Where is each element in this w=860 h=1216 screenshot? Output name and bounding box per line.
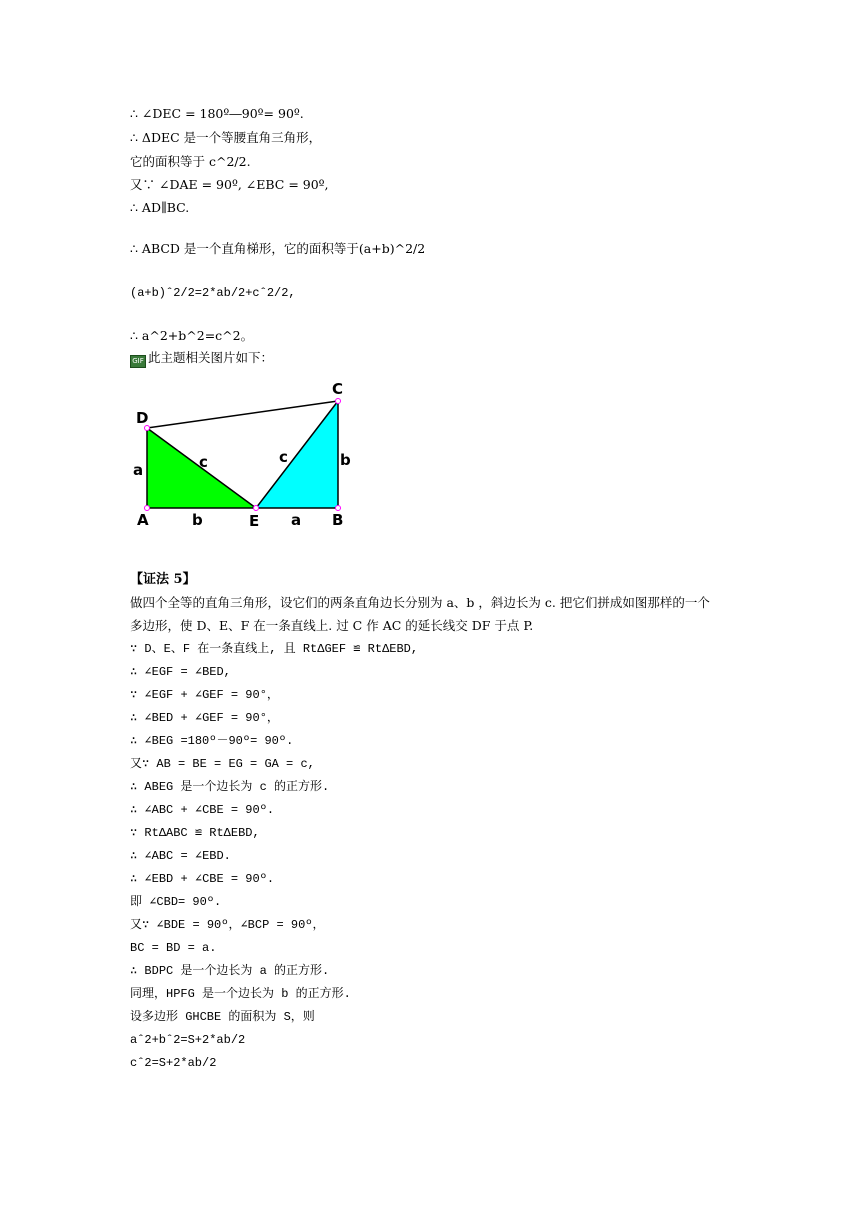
figure-caption-line [130,350,273,368]
gif-image-icon: GIF [130,355,146,368]
proof-line: ∴ ABEG 是一个边长为 c 的正方形. [130,780,330,794]
label-e: E [249,512,260,530]
proof-line: ∴ ∠BEG =180º－90º= 90º. [130,734,294,748]
figure-caption: 此主题相关图片如下： [148,350,274,365]
proof-line: ∴ a^2+b^2=c^2。 [130,328,254,343]
proof-line: 又∵ ∠BDE = 90º，∠BCP = 90º， [130,918,325,932]
proof-line: 即 ∠CBD= 90º. [130,895,222,909]
proof-line: ∴ AD∥BC. [130,200,190,215]
proof-line: ∴ ∠EGF = ∠BED, [130,665,231,679]
proof-line: 又∵ ∠DAE = 90º, ∠EBC = 90º, [130,177,329,192]
proof-line: 同理，HPFG 是一个边长为 b 的正方形. [130,987,351,1001]
label-a-vertex: A [137,511,149,529]
geometry-figure [128,374,368,534]
proof-line: (a+b)ˆ2/2=2*ab/2+cˆ2/2, [130,286,296,300]
proof-line: ∴ ABCD 是一个直角梯形，它的面积等于(a+b)^2/2 [130,241,426,256]
proof-line: cˆ2=S+2*ab/2 [130,1056,217,1070]
right-triangle [256,401,338,508]
proof-line: ∴ ∠EBD + ∠CBE = 90º. [130,872,275,886]
proof-line: 设多边形 GHCBE 的面积为 S，则 [130,1010,315,1024]
proof-line: ∴ ∠BED + ∠GEF = 90°， [130,711,279,725]
proof-line: ∴ BDPC 是一个边长为 a 的正方形. [130,964,330,978]
vertex-e [254,506,259,511]
label-b-vertex: B [332,511,344,529]
vertex-a [145,506,150,511]
side-label-b-bottom: b [192,511,203,529]
proof-line: ∵ RtΔABC ≌ RtΔEBD, [130,826,260,840]
vertex-b [336,506,341,511]
side-label-c-left: c [199,453,208,471]
proof-line: 多边形，使 D、E、F 在一条直线上. 过 C 作 AC 的延长线交 DF 于点 P. [130,618,534,633]
proof-heading: 【证法 5】 [130,572,196,587]
label-c-vertex: C [332,380,344,398]
side-label-a-bottom: a [291,511,302,529]
side-label-a-left: a [133,461,144,479]
side-label-c-right: c [279,448,288,466]
proof-line: BC = BD = a. [130,941,217,955]
proof-line: ∵ D、E、F 在一条直线上, 且 RtΔGEF ≌ RtΔEBD, [130,642,419,656]
proof-line: 又∵ AB = BE = EG = GA = c, [130,757,315,771]
label-d: D [136,409,149,427]
proof-line: ∴ ∠ABC + ∠CBE = 90º. [130,803,275,817]
proof-line: aˆ2+bˆ2=S+2*ab/2 [130,1033,246,1047]
side-label-b-right: b [340,451,351,469]
proof-line: 它的面积等于 c^2/2. [130,154,251,169]
segment-dc [147,401,338,428]
vertex-c [336,399,341,404]
proof-line: ∵ ∠EGF + ∠GEF = 90°， [130,688,279,702]
proof-line: ∴ ∠ABC = ∠EBD. [130,849,231,863]
proof-line: ∴ ∠DEC = 180º―90º= 90º. [130,106,304,121]
proof-line: ∴ ΔDEC 是一个等腰直角三角形， [130,130,322,145]
proof-line: 做四个全等的直角三角形，设它们的两条直角边长分别为 a、b ，斜边长为 c. 把它们拼成如图那样的一个 [130,595,710,610]
